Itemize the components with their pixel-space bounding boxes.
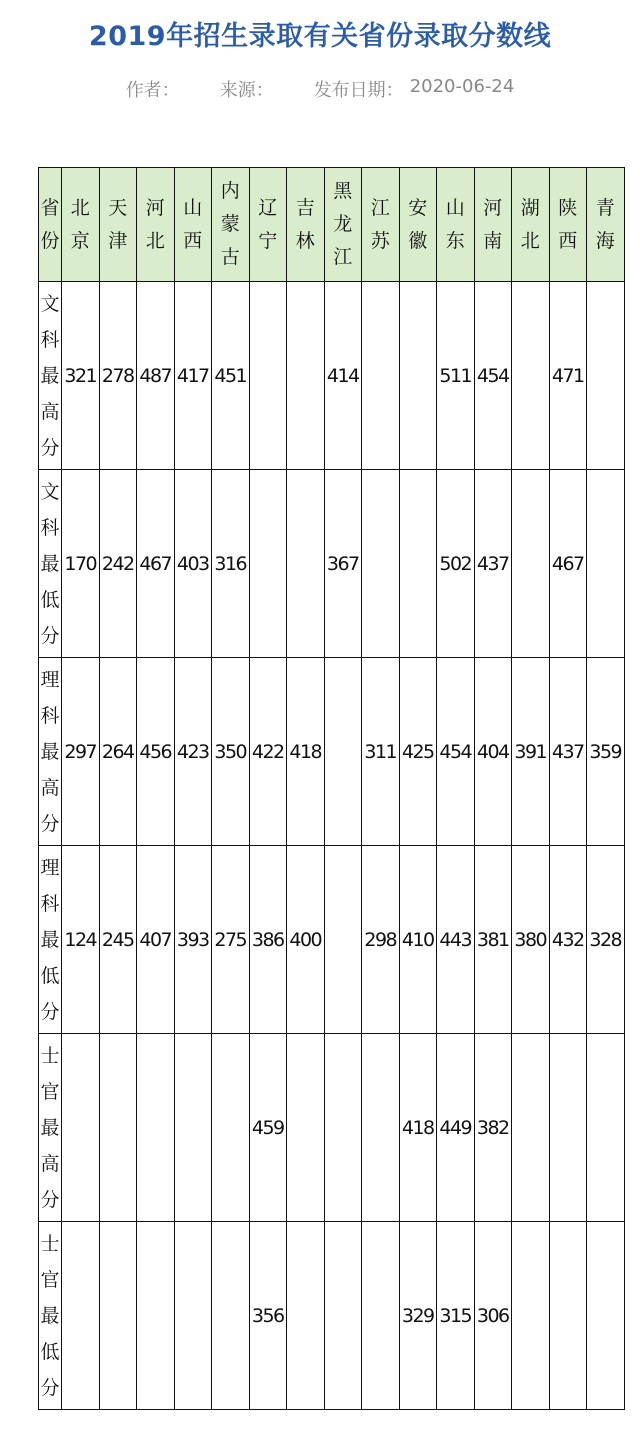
province-name: 青 海	[595, 196, 615, 252]
score-value: 425	[401, 740, 434, 763]
province-header	[137, 168, 175, 282]
score-value: 487	[139, 364, 172, 387]
row-label: 理 科 最 低 分	[40, 856, 60, 1023]
score-cell	[287, 1034, 325, 1222]
score-cell	[99, 846, 137, 1034]
score-cell	[474, 1222, 512, 1410]
province-header	[99, 168, 137, 282]
score-value: 437	[476, 552, 509, 575]
score-cell	[549, 1034, 587, 1222]
score-value: 417	[176, 364, 209, 387]
province-header	[324, 168, 362, 282]
province-header	[174, 168, 212, 282]
score-cell	[587, 470, 625, 658]
score-cell	[62, 658, 100, 846]
score-cell	[249, 1222, 287, 1410]
row-label: 士 官 最 高 分	[40, 1044, 60, 1211]
score-cell	[512, 1034, 550, 1222]
score-cell	[549, 846, 587, 1034]
table-row	[39, 658, 625, 846]
score-value: 329	[401, 1304, 434, 1327]
row-header	[39, 1222, 62, 1410]
score-cell	[287, 282, 325, 470]
score-value: 124	[64, 928, 97, 951]
score-value: 298	[364, 928, 397, 951]
score-cell	[587, 1034, 625, 1222]
score-value: 432	[551, 928, 584, 951]
score-cell	[437, 1034, 475, 1222]
score-cell	[549, 1222, 587, 1410]
publish-date	[314, 76, 515, 102]
province-header	[587, 168, 625, 282]
table-header-row	[39, 168, 625, 282]
score-value: 418	[401, 1116, 434, 1139]
score-cell	[324, 1034, 362, 1222]
score-cell	[437, 846, 475, 1034]
score-cell	[62, 846, 100, 1034]
table-row	[39, 846, 625, 1034]
score-cell	[212, 658, 250, 846]
province-name: 北 京	[70, 196, 90, 252]
score-cell	[437, 470, 475, 658]
province-name: 安 徽	[408, 196, 428, 252]
page-title: 2019年招生录取有关省份录取分数线	[88, 21, 552, 52]
score-cell	[362, 1034, 400, 1222]
province-name: 河 南	[483, 196, 503, 252]
score-cell	[287, 846, 325, 1034]
row-header	[39, 470, 62, 658]
score-value: 471	[551, 364, 584, 387]
row-label: 文 科 最 低 分	[40, 480, 60, 647]
score-cell	[399, 1222, 437, 1410]
score-value: 386	[251, 928, 284, 951]
score-cell	[137, 658, 175, 846]
score-cell	[512, 1222, 550, 1410]
score-cell	[249, 282, 287, 470]
score-value: 242	[101, 552, 134, 575]
author-label: 作者：	[125, 80, 180, 101]
date-value: 2020-06-24	[409, 76, 515, 97]
score-value: 414	[326, 364, 359, 387]
score-cell	[174, 1034, 212, 1222]
score-cell	[249, 658, 287, 846]
score-cell	[437, 282, 475, 470]
score-cell	[437, 658, 475, 846]
score-cell	[137, 846, 175, 1034]
score-cell	[399, 658, 437, 846]
province-name: 内 蒙 古	[220, 180, 240, 268]
score-value: 407	[139, 928, 172, 951]
score-cell	[324, 470, 362, 658]
province-name: 山 东	[445, 196, 465, 252]
table-row	[39, 282, 625, 470]
score-value: 437	[551, 740, 584, 763]
score-cell	[62, 282, 100, 470]
score-cell	[174, 846, 212, 1034]
score-cell	[399, 282, 437, 470]
score-cell	[587, 282, 625, 470]
score-cell	[249, 846, 287, 1034]
score-value: 297	[64, 740, 97, 763]
score-value: 328	[589, 928, 622, 951]
province-header	[437, 168, 475, 282]
score-cell	[212, 1034, 250, 1222]
source-label: 来源：	[219, 80, 274, 101]
article-meta	[0, 76, 640, 102]
score-value: 418	[289, 740, 322, 763]
score-value: 449	[439, 1116, 472, 1139]
row-header	[39, 282, 62, 470]
score-value: 459	[251, 1116, 284, 1139]
score-cell	[512, 470, 550, 658]
score-cell	[174, 658, 212, 846]
score-cell	[474, 282, 512, 470]
province-name: 河 北	[145, 196, 165, 252]
score-cell	[212, 282, 250, 470]
score-cell	[137, 282, 175, 470]
score-value: 511	[439, 364, 472, 387]
province-name: 辽 宁	[258, 196, 278, 252]
score-value: 454	[439, 740, 472, 763]
score-value: 391	[514, 740, 547, 763]
table-row	[39, 1034, 625, 1222]
province-header	[399, 168, 437, 282]
score-value: 443	[439, 928, 472, 951]
score-cell	[549, 470, 587, 658]
row-label: 文 科 最 高 分	[40, 292, 60, 459]
score-value: 306	[476, 1304, 509, 1327]
score-value: 321	[64, 364, 97, 387]
score-cell	[587, 658, 625, 846]
score-cell	[474, 846, 512, 1034]
score-value: 367	[326, 552, 359, 575]
score-cell	[399, 846, 437, 1034]
score-cell	[212, 470, 250, 658]
score-cell	[474, 658, 512, 846]
score-value: 278	[101, 364, 134, 387]
score-cell	[587, 1222, 625, 1410]
score-value: 380	[514, 928, 547, 951]
score-value: 170	[64, 552, 97, 575]
score-value: 422	[251, 740, 284, 763]
score-value: 382	[476, 1116, 509, 1139]
score-cell	[587, 846, 625, 1034]
score-cell	[249, 470, 287, 658]
score-cell	[174, 282, 212, 470]
score-cell	[62, 470, 100, 658]
corner-label: 省 份	[40, 196, 60, 252]
score-cell	[362, 658, 400, 846]
province-header	[362, 168, 400, 282]
score-cell	[474, 470, 512, 658]
score-cell	[137, 1222, 175, 1410]
score-cell	[99, 282, 137, 470]
score-cell	[324, 846, 362, 1034]
score-value: 381	[476, 928, 509, 951]
province-name: 江 苏	[370, 196, 390, 252]
province-header	[212, 168, 250, 282]
score-value: 264	[101, 740, 134, 763]
row-header	[39, 1034, 62, 1222]
score-cell	[212, 846, 250, 1034]
score-value: 423	[176, 740, 209, 763]
score-cell	[287, 658, 325, 846]
score-cell	[512, 658, 550, 846]
province-name: 吉 林	[295, 196, 315, 252]
score-cell	[399, 1034, 437, 1222]
score-cell	[174, 1222, 212, 1410]
score-value: 356	[251, 1304, 284, 1327]
score-cell	[437, 1222, 475, 1410]
score-value: 467	[551, 552, 584, 575]
row-label: 士 官 最 低 分	[40, 1232, 60, 1399]
score-value: 410	[401, 928, 434, 951]
score-cell	[287, 1222, 325, 1410]
score-value: 454	[476, 364, 509, 387]
date-label: 发布日期：	[313, 80, 404, 101]
province-name: 山 西	[183, 196, 203, 252]
score-value: 502	[439, 552, 472, 575]
score-table	[38, 167, 625, 1410]
score-cell	[62, 1222, 100, 1410]
score-cell	[99, 658, 137, 846]
score-cell	[324, 1222, 362, 1410]
province-header	[62, 168, 100, 282]
score-cell	[324, 658, 362, 846]
province-header	[474, 168, 512, 282]
score-value: 456	[139, 740, 172, 763]
score-cell	[512, 282, 550, 470]
row-header	[39, 846, 62, 1034]
table-row	[39, 470, 625, 658]
row-header	[39, 658, 62, 846]
score-value: 467	[139, 552, 172, 575]
province-name: 天 津	[108, 196, 128, 252]
province-header	[549, 168, 587, 282]
score-cell	[287, 470, 325, 658]
province-header	[287, 168, 325, 282]
score-cell	[212, 1222, 250, 1410]
score-cell	[99, 1222, 137, 1410]
table-row	[39, 1222, 625, 1410]
score-cell	[137, 470, 175, 658]
score-cell	[99, 470, 137, 658]
score-value: 315	[439, 1304, 472, 1327]
score-cell	[62, 1034, 100, 1222]
score-value: 311	[364, 740, 397, 763]
score-cell	[174, 470, 212, 658]
score-cell	[512, 846, 550, 1034]
score-cell	[549, 282, 587, 470]
score-value: 403	[176, 552, 209, 575]
score-value: 350	[214, 740, 247, 763]
score-cell	[362, 470, 400, 658]
score-cell	[324, 282, 362, 470]
province-name: 湖 北	[520, 196, 540, 252]
header-corner	[39, 168, 62, 282]
score-cell	[474, 1034, 512, 1222]
score-value: 245	[101, 928, 134, 951]
row-label: 理 科 最 高 分	[40, 668, 60, 835]
score-value: 404	[476, 740, 509, 763]
province-name: 陕 西	[558, 196, 578, 252]
province-header	[249, 168, 287, 282]
score-value: 451	[214, 364, 247, 387]
score-value: 359	[589, 740, 622, 763]
score-cell	[362, 846, 400, 1034]
score-cell	[249, 1034, 287, 1222]
score-value: 316	[214, 552, 247, 575]
score-value: 400	[289, 928, 322, 951]
province-header	[512, 168, 550, 282]
province-name: 黑 龙 江	[333, 180, 353, 268]
score-cell	[549, 658, 587, 846]
score-cell	[399, 470, 437, 658]
score-value: 275	[214, 928, 247, 951]
score-cell	[99, 1034, 137, 1222]
score-cell	[137, 1034, 175, 1222]
score-cell	[362, 1222, 400, 1410]
score-value: 393	[176, 928, 209, 951]
score-cell	[362, 282, 400, 470]
